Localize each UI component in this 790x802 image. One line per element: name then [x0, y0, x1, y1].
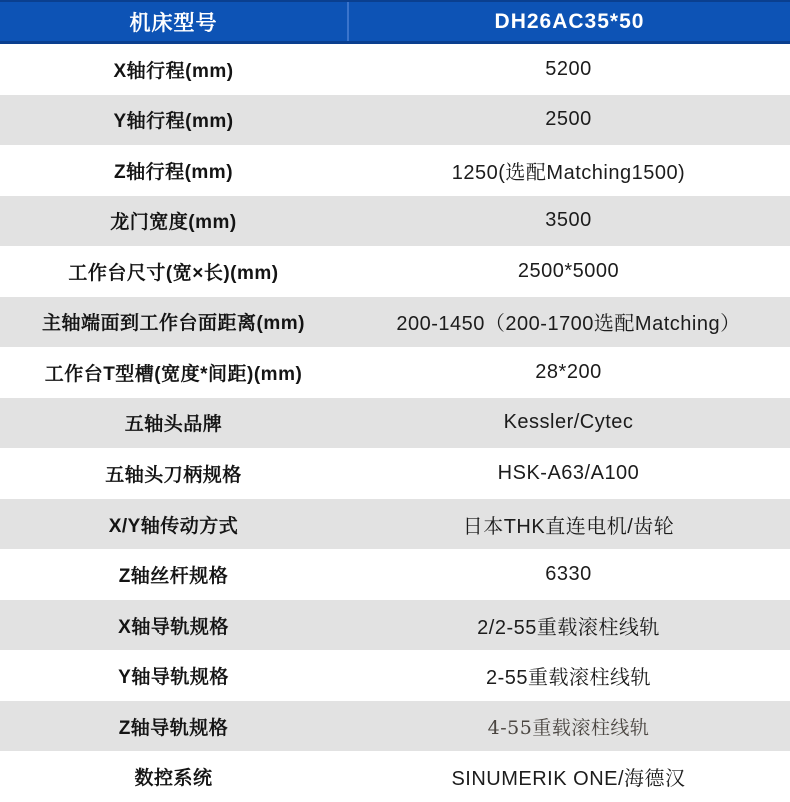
- table-row: [0, 448, 790, 499]
- table-row: [0, 145, 790, 196]
- spec-label: 主轴端面到工作台面距离(mm): [42, 313, 305, 335]
- spec-value: 5200: [545, 57, 592, 80]
- table-row: [0, 751, 790, 802]
- spec-value: 2-55重载滚柱线轨: [485, 667, 652, 690]
- table-header-row: [0, 0, 790, 44]
- spec-label: 数控系统: [134, 768, 213, 790]
- table-row: [0, 196, 790, 247]
- table-row: [0, 95, 790, 146]
- spec-value: 3500: [545, 209, 592, 232]
- spec-value: 2/2-55重载滚柱线轨: [477, 616, 660, 639]
- spec-label: X轴行程(mm): [113, 60, 234, 82]
- spec-value: SINUMERIK ONE/海德汉: [451, 768, 686, 791]
- spec-label: X/Y轴传动方式: [108, 515, 239, 537]
- spec-value: 4-55重载滚柱线轨: [487, 716, 650, 739]
- table-row: [0, 297, 790, 348]
- spec-label: 工作台尺寸(宽×长)(mm): [68, 262, 279, 284]
- spec-value: Kessler/Cytec: [503, 411, 634, 434]
- table-row: [0, 549, 790, 600]
- spec-label: 工作台T型槽(宽度*间距)(mm): [44, 363, 303, 385]
- spec-label: 龙门宽度(mm): [110, 212, 237, 234]
- table-body: [0, 44, 790, 802]
- table-row: [0, 44, 790, 95]
- table-row: [0, 600, 790, 651]
- header-model-value: DH26AC35*50: [494, 9, 645, 33]
- spec-label: Y轴导轨规格: [118, 667, 229, 689]
- spec-value: 28*200: [535, 360, 602, 383]
- table-row: [0, 246, 790, 297]
- header-model-label: 机床型号: [129, 11, 218, 35]
- spec-value: 1250(选配Matching1500): [451, 161, 686, 184]
- table-row: [0, 499, 790, 550]
- spec-value: 2500*5000: [517, 259, 620, 282]
- spec-label: 五轴头刀柄规格: [105, 465, 242, 487]
- spec-label: X轴导轨规格: [118, 616, 229, 638]
- spec-value: 200-1450（200-1700选配Matching）: [396, 313, 741, 336]
- spec-value: 2500: [545, 108, 592, 131]
- spec-label: Z轴行程(mm): [113, 161, 234, 183]
- spec-value: 日本THK直连电机/齿轮: [462, 515, 675, 538]
- table-row: [0, 398, 790, 449]
- spec-value: HSK-A63/A100: [497, 462, 640, 485]
- table-row: [0, 347, 790, 398]
- spec-label: Z轴丝杆规格: [118, 566, 229, 588]
- spec-label: Z轴导轨规格: [118, 717, 229, 739]
- table-row: [0, 701, 790, 752]
- table-row: [0, 650, 790, 701]
- spec-label: Y轴行程(mm): [113, 111, 234, 133]
- spec-label: 五轴头品牌: [124, 414, 223, 436]
- spec-value: 6330: [545, 563, 592, 586]
